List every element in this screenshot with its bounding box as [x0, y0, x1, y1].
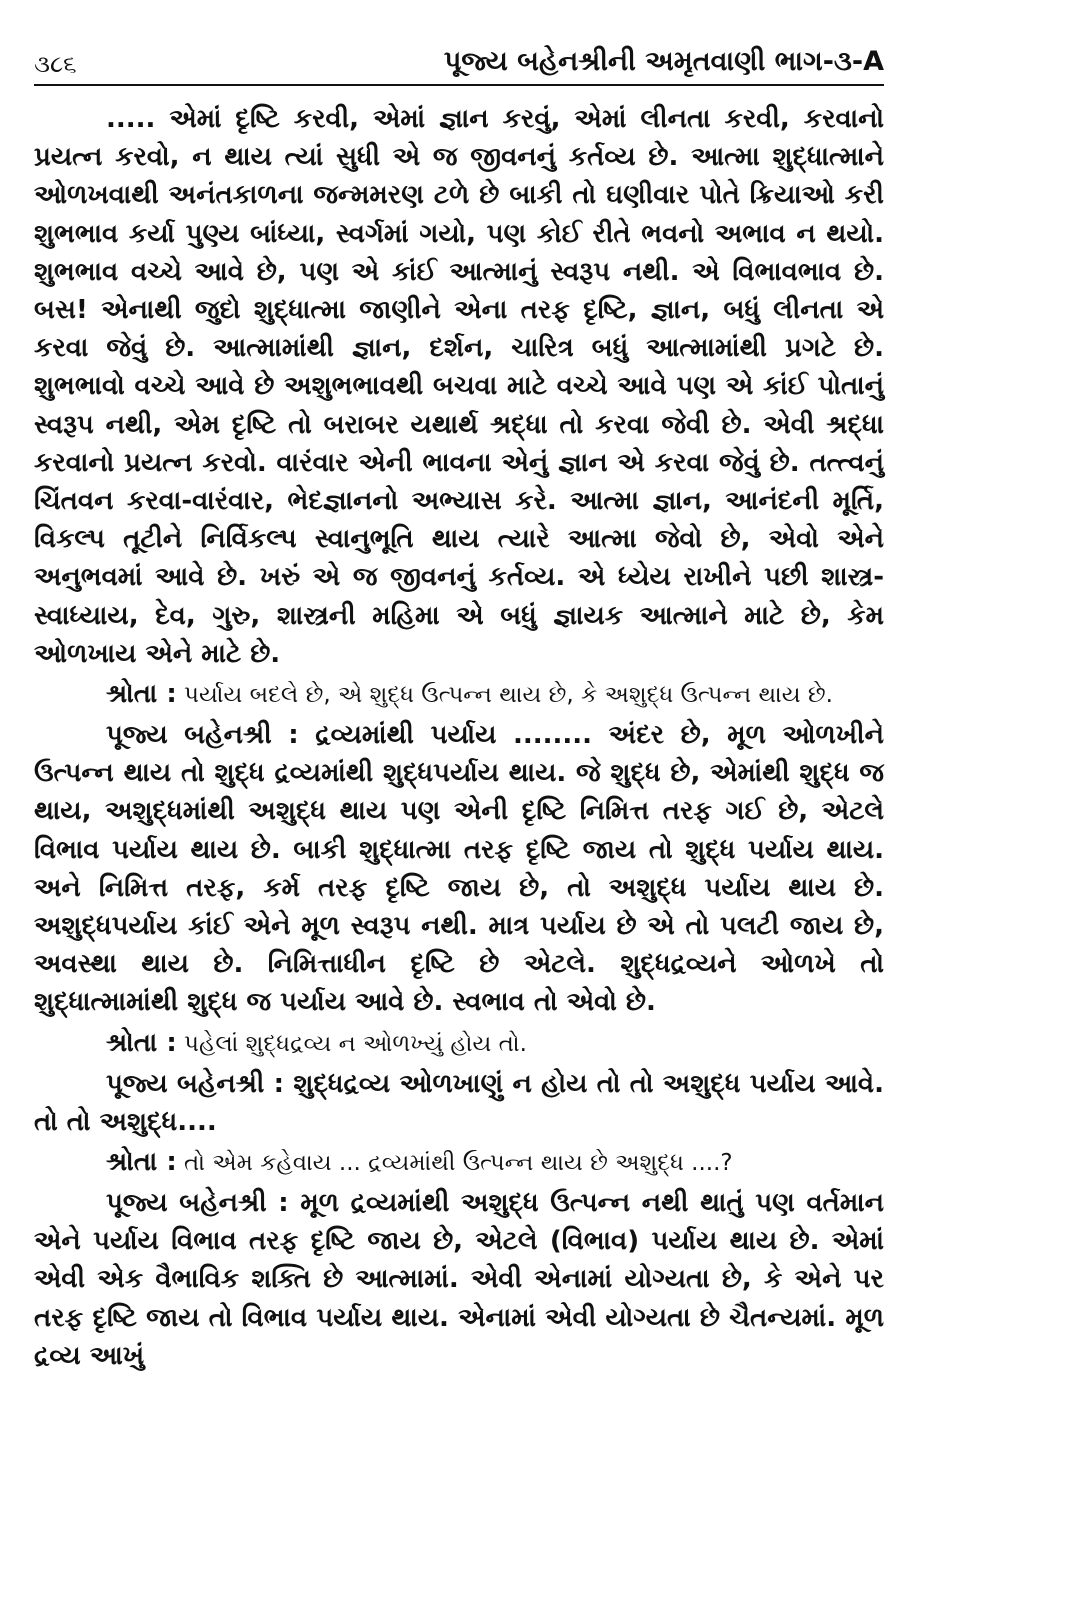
speaker-label: પૂજ્ય બહેનશ્રી :: [106, 1188, 289, 1219]
page-header: [34, 44, 884, 84]
speaker-label: શ્રોતા :: [106, 679, 177, 710]
header-rule: [34, 84, 884, 86]
listener-question: [34, 675, 884, 714]
page-number: ૩૮૬: [34, 50, 77, 78]
answer-paragraph: [34, 716, 884, 1022]
question-text: પહેલાં શુદ્ધદ્રવ્ય ન ઓળખ્યું હોય તો.: [176, 1030, 527, 1057]
running-title: પૂજ્ય બહેનશ્રીની અમૃતવાણી ભાગ-૩-A: [443, 46, 884, 77]
speaker-label: પૂજ્ય બહેનશ્રી :: [106, 720, 299, 751]
speaker-label: પૂજ્ય બહેનશ્રી :: [106, 1068, 285, 1099]
page-body: [34, 100, 884, 1377]
answer-text: દ્રવ્યમાંથી પર્યાય ........ અંદર છે, મૂળ ઓળખીને ઉત્પન્ન થાય તો શુદ્ધ દ્રવ્યમાંથી શુદ્ધપર્યાય થાય. જે શુદ્ધ છે, એમાંથી શુદ્ધ જ થાય, અશુદ્ધમાંથી અશુદ્ધ થાય પણ એની દૃષ્ટિ નિમિત્ત તરફ ગઈ છે, એટલે વિભાવ પર્યાય થાય છે. બાકી શુદ્ધાત્મા તરફ દૃષ્ટિ જાય તો શુદ્ધ પર્યાય થાય. અને નિમિત્ત તરફ, કર્મ તરફ દૃષ્ટિ જાય છે, તો અશુદ્ધ પર્યાય થાય છે. અશુદ્ધપર્યાય કાંઈ એને મૂળ સ્વરૂપ નથી. માત્ર પર્યાય છે એ તો પલટી જાય છે, અવસ્થા થાય છે. નિમિત્તાધીન દૃષ્ટિ છે એટલે. શુદ્ધદ્રવ્યને ઓળખે તો શુદ્ધાત્મામાંથી શુદ્ધ જ પર્યાય આવે છે. સ્વભાવ તો એવો છે.: [34, 720, 884, 1018]
answer-paragraph: [34, 1184, 884, 1375]
speaker-label: શ્રોતા :: [106, 1027, 177, 1058]
speaker-label: શ્રોતા :: [106, 1147, 177, 1178]
paragraph-text: ..... એમાં દૃષ્ટિ કરવી, એમાં જ્ઞાન કરવું, એમાં લીનતા કરવી, કરવાનો પ્રયત્ન કરવો, ન થાય ત્યાં સુધી એ જ જીવનનું કર્તવ્ય છે. આત્મા શુદ્ધાત્માને ઓળખવાથી અનંતકાળના જન્મમરણ ટળે છે બાકી તો ઘણીવાર પોતે ક્રિયાઓ કરી શુભભાવ કર્યા પુણ્ય બાંધ્યા, સ્વર્ગમાં ગયો, પણ કોઈ રીતે ભવનો અભાવ ન થયો. શુભભાવ વચ્ચે આવે છે, પણ એ કાંઈ આત્માનું સ્વરૂપ નથી. એ વિભાવભાવ છે. બસ! એનાથી જુદો શુદ્ધાત્મા જાણીને એના તરફ દૃષ્ટિ, જ્ઞાન, બધું લીનતા એ કરવા જેવું છે. આત્મામાંથી જ્ઞાન, દર્શન, ચારિત્ર બધું આત્મામાંથી પ્રગટે છે. શુભભાવો વચ્ચે આવે છે અશુભભાવથી બચવા માટે વચ્ચે આવે પણ એ કાંઈ પોતાનું સ્વરૂપ નથી, એમ દૃષ્ટિ તો બરાબર યથાર્થ શ્રદ્ધા તો કરવા જેવી છે. એવી શ્રદ્ધા કરવાનો પ્રયત્ન કરવો. વારંવાર એની ભાવના એનું જ્ઞાન એ કરવા જેવું છે. તત્ત્વનું ચિંતવન કરવા-વારંવાર, ભેદજ્ઞાનનો અભ્યાસ કરે. આત્મા જ્ઞાન, આનંદની મૂર્તિ, વિકલ્પ તૂટીને નિર્વિકલ્પ સ્વાનુભૂતિ થાય ત્યારે આત્મા જેવો છે, એવો એને અનુભવમાં આવે છે. ખરું એ જ જીવનનું કર્તવ્ય. એ ધ્યેય રાખીને પછી શાસ્ત્ર-સ્વાધ્યાય, દેવ, ગુરુ, શાસ્ત્રની મહિમા એ બધું જ્ઞાયક આત્માને માટે છે, કેમ ઓળખાય એને માટે છે.: [34, 104, 884, 669]
question-text: તો એમ કહેવાય ... દ્રવ્યમાંથી ઉત્પન્ન થાય છે અશુદ્ધ ....?: [176, 1150, 733, 1177]
answer-text: શુદ્ધદ્રવ્ય ઓળખાણું ન હોય તો તો અશુદ્ધ પર્યાય આવે. તો તો અશુદ્ધ....: [34, 1068, 884, 1137]
answer-text: મૂળ દ્રવ્યમાંથી અશુદ્ધ ઉત્પન્ન નથી થાતું પણ વર્તમાન એને પર્યાય વિભાવ તરફ દૃષ્ટિ જાય છે, એટલે (વિભાવ) પર્યાય થાય છે. એમાં એવી એક વૈભાવિક શક્તિ છે આત્મામાં. એવી એનામાં યોગ્યતા છે, કે એને પર તરફ દૃષ્ટિ જાય તો વિભાવ પર્યાય થાય. એનામાં એવી યોગ્યતા છે ચૈતન્યમાં. મૂળ દ્રવ્ય આખું: [34, 1188, 884, 1371]
listener-question: [34, 1024, 884, 1063]
question-text: પર્યાય બદલે છે, એ શુદ્ધ ઉત્પન્ન થાય છે, કે અશુદ્ધ ઉત્પન્ન થાય છે.: [176, 682, 833, 709]
listener-question: [34, 1143, 884, 1182]
paragraph: [34, 100, 884, 673]
answer-paragraph: [34, 1065, 884, 1141]
